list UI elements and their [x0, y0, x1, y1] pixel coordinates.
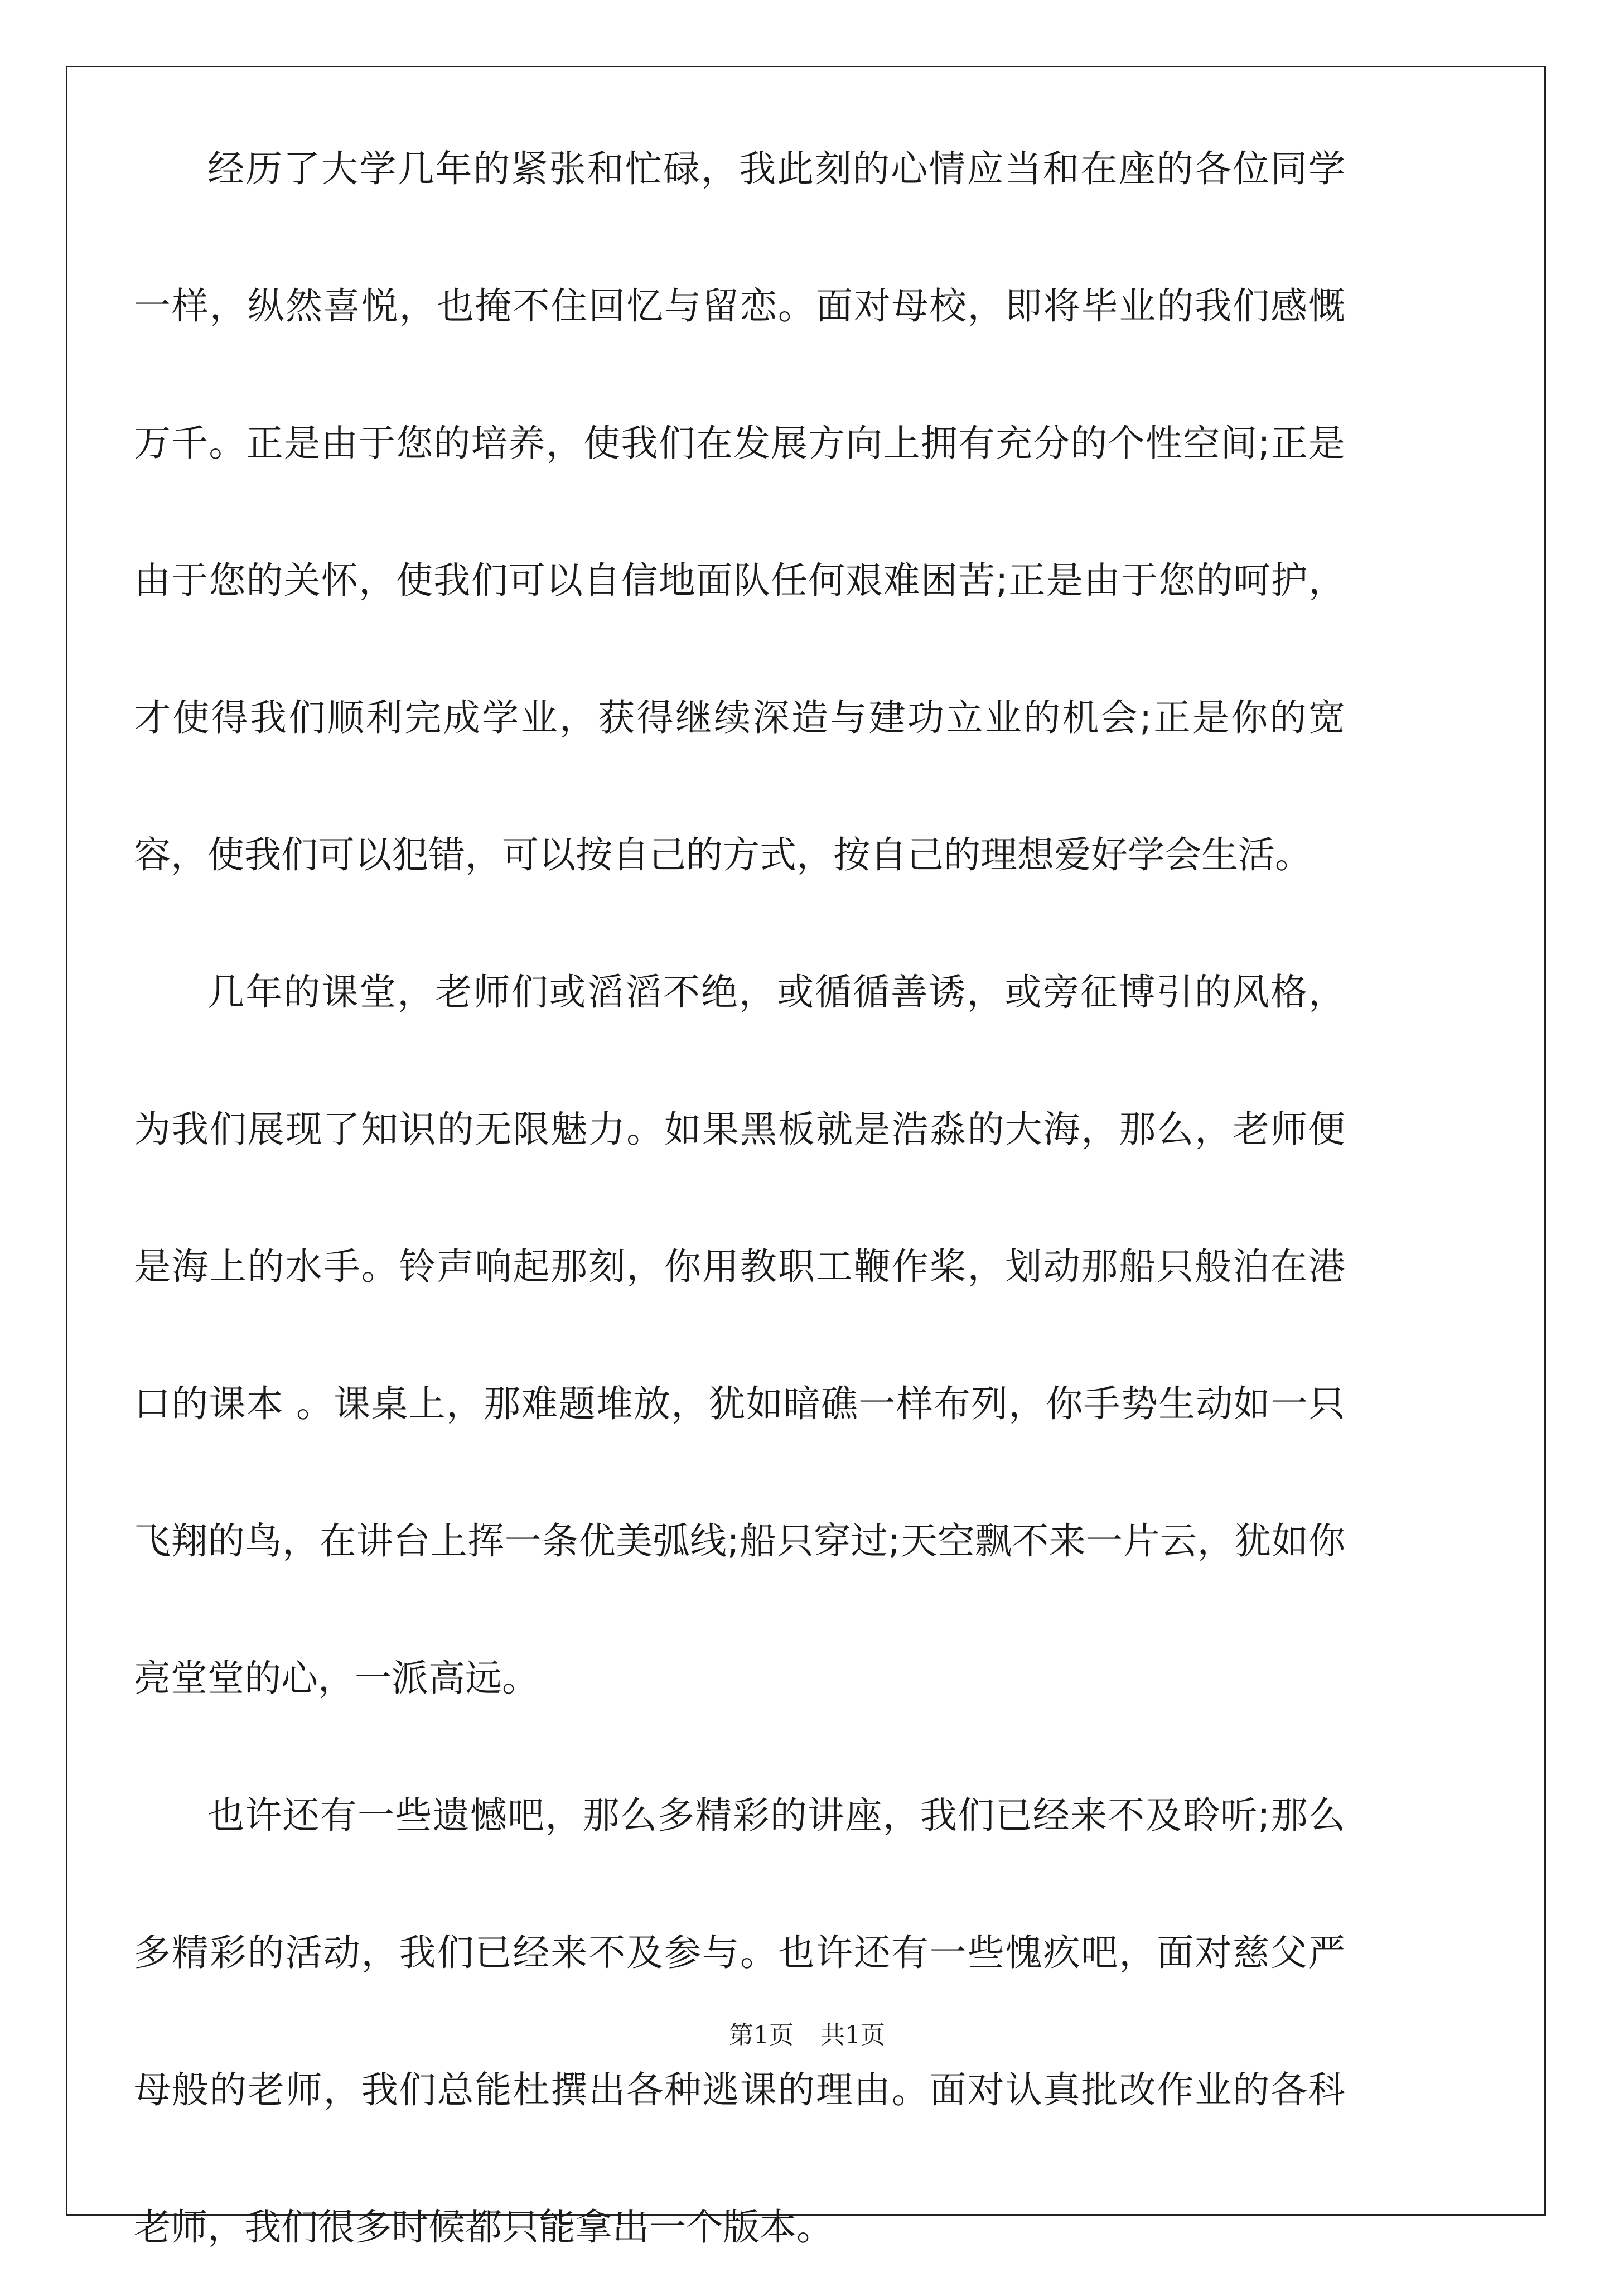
paragraph-1: 经历了大学几年的紧张和忙碌，我此刻的心情应当和在座的各位同学一样，纵然喜悦，也掩不住回忆与留恋。面对母校，即将毕业的我们感慨万千。正是由于您的培养，使我们在发展方向上拥有充分的个性空间;正是由于您的关怀，使我们可以自信地面队任何艰难困苦;正是由于您的呵护，才使得我们顺利完成学业，获得继续深造与建功立业的机会;正是你的宽容，使我们可以犯错，可以按自己的方式，按自己的理想爱好学会生活。 — [134, 147, 1345, 876]
paragraph-2: 几年的课堂，老师们或滔滔不绝，或循循善诱，或旁征博引的风格，为我们展现了知识的无限魅力。如果黑板就是浩淼的大海，那么，老师便是海上的水手。铃声响起那刻，你用教职工鞭作桨，划动那船只般泊在港口的课本 。课桌上，那难题堆放，犹如暗礁一样布列，你手势生动如一只飞翔的鸟，在讲台上挥一条优美弧线;船只穿过;天空飘不来一片云，犹如你亮堂堂的心，一派高远。 — [134, 971, 1345, 1700]
page-footer — [0, 2015, 1614, 2051]
paragraph-3: 也许还有一些遗憾吧，那么多精彩的讲座，我们已经来不及聆听;那么多精彩的活动，我们已经来不及参与。也许还有一些愧疚吧，面对慈父严母般的老师，我们总能杜撰出各种逃课的理由。面对认真批改作业的各科老师，我们很多时候都只能拿出一个版本。 — [134, 1794, 1345, 2249]
page-total: 共1页 — [820, 2021, 885, 2049]
page-number: 第1页 — [729, 2021, 794, 2049]
document-body — [134, 100, 1345, 2296]
